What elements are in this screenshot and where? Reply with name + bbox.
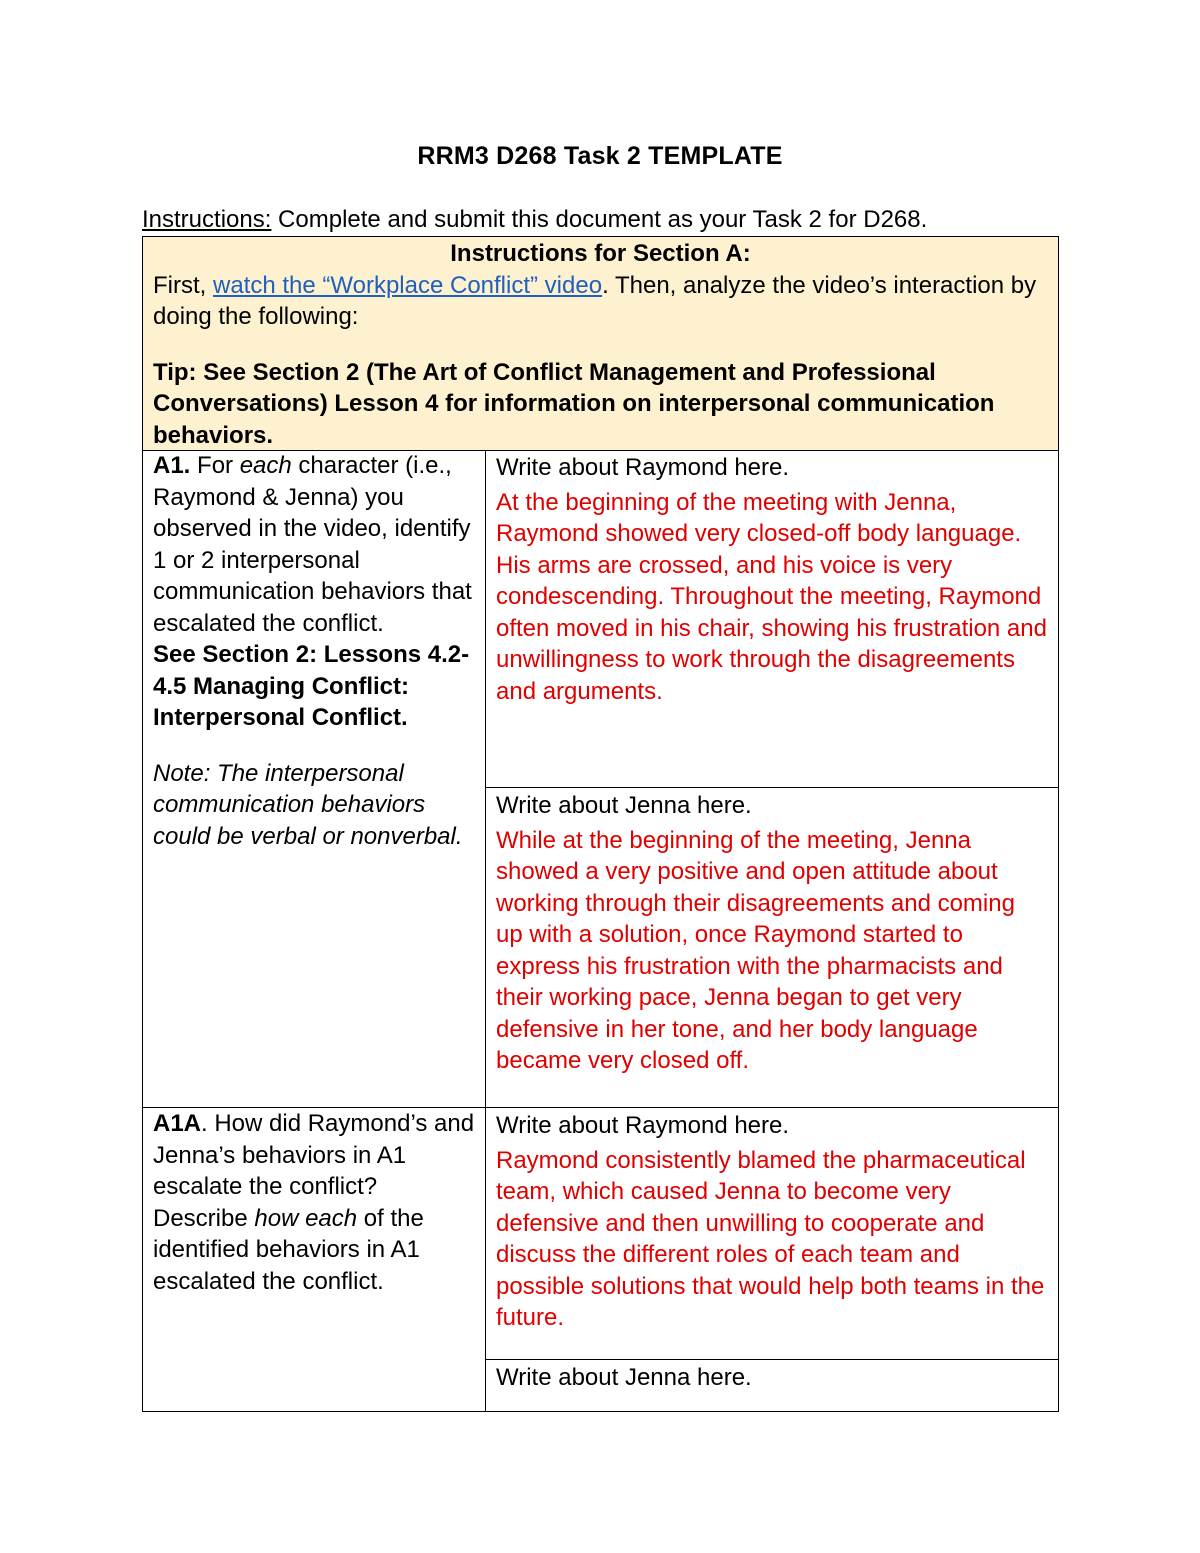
- a1-label: A1.: [153, 452, 191, 479]
- a1-raymond-cell[interactable]: [485, 450, 1059, 788]
- workplace-conflict-video-link[interactable]: watch the “Workplace Conflict” video: [213, 271, 603, 299]
- instructions-label: Instructions:: [142, 206, 272, 233]
- a1a-jenna-prompt: Write about Jenna here.: [496, 1364, 752, 1391]
- a1-jenna-prompt: Write about Jenna here.: [496, 792, 752, 819]
- a1a-question-cell: [142, 1107, 486, 1412]
- section-a-heading: Instructions for Section A:: [450, 240, 751, 267]
- task-table: [142, 236, 1059, 1412]
- a1a-label: A1A: [153, 1110, 202, 1137]
- a1-jenna-cell[interactable]: [485, 787, 1059, 1108]
- section-a-instruction-text: [153, 270, 1048, 333]
- a1a-how-each: how each: [254, 1204, 358, 1232]
- intro-instructions: [142, 206, 927, 234]
- a1-text-part: character (i.e., Raymond & Jenna) you observed in the video, identify 1 or 2 interpersonal communication behaviors that escalated the conflict.: [153, 452, 472, 637]
- section-a-instructions: [142, 236, 1059, 451]
- a1a-question: [153, 1108, 475, 1297]
- a1a-text-part: . How did Raymond’s and Jenna’s behaviors in A1 escalate the conflict? Describe: [153, 1110, 475, 1232]
- a1a-raymond-prompt: Write about Raymond here.: [496, 1112, 790, 1139]
- document-title: RRM3 D268 Task 2 TEMPLATE: [417, 142, 783, 170]
- a1-see-section-text: See Section 2: Lessons 4.2-4.5 Managing Conflict: Interpersonal Conflict.: [153, 641, 470, 731]
- a1a-jenna-cell[interactable]: [485, 1359, 1059, 1412]
- a1a-text-part: of the identified behaviors in A1 escalated the conflict.: [153, 1204, 424, 1295]
- a1-each: each: [239, 452, 292, 479]
- a1-see-section: [153, 639, 475, 734]
- a1-question: [153, 450, 475, 639]
- a1-question-cell: [142, 450, 486, 1108]
- instruction-then: . Then, analyze the video’s interaction by doing the following:: [153, 271, 1037, 330]
- a1-text-part: For: [190, 452, 240, 479]
- a1a-raymond-cell[interactable]: [485, 1107, 1059, 1360]
- instruction-first: First,: [153, 271, 213, 299]
- a1-raymond-answer[interactable]: At the beginning of the meeting with Jenna, Raymond showed very closed-off body language. His arms are crossed, and his voice is very condescending. Throughout the meeting, Raymond often moved in his chair, showing his frustration and unwillingness to work through the disagreements and arguments.: [496, 488, 1047, 705]
- a1-raymond-prompt: Write about Raymond here.: [496, 454, 790, 481]
- a1a-raymond-answer[interactable]: Raymond consistently blamed the pharmaceutical team, which caused Jenna to become very defensive and then unwilling to cooperate and discuss the different roles of each team and possible solutions that would help both teams in the future.: [496, 1146, 1045, 1331]
- instructions-text: Complete and submit this document as your Task 2 for D268.: [271, 206, 928, 233]
- a1-jenna-answer[interactable]: While at the beginning of the meeting, Jenna showed a very positive and open attitude about working through their disagreements and coming up with a solution, once Raymond started to express his frustration with the pharmacists and their working pace, Jenna began to get very defensive in her tone, and her body language became very closed off.: [496, 826, 1015, 1074]
- section-a-tip: Tip: See Section 2 (The Art of Conflict Management and Professional Conversations) Lesson 4 for information on interpersonal communication behaviors.: [153, 358, 995, 449]
- a1-note: Note: The interpersonal communication behaviors could be verbal or nonverbal.: [153, 759, 463, 850]
